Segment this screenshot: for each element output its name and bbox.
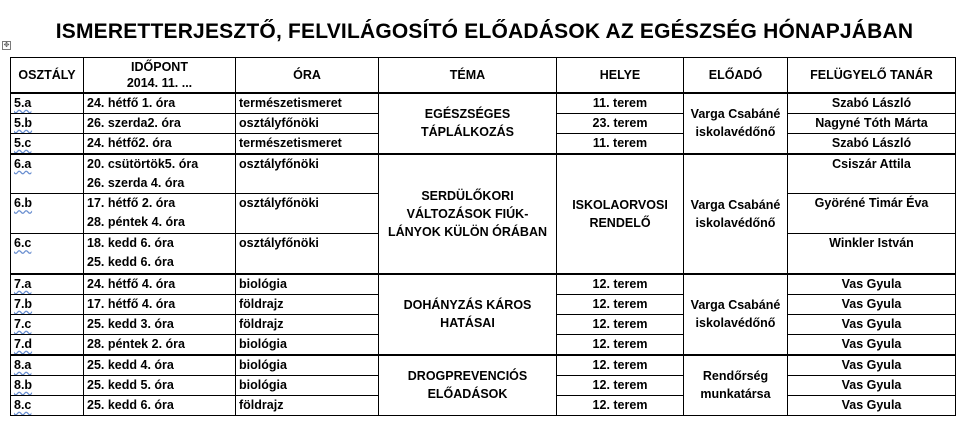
header-idopont-label: IDŐPONT (131, 59, 188, 74)
idopont-cell: 25. kedd 5. óra (84, 375, 236, 395)
ora-cell: osztályfőnöki (236, 234, 379, 274)
eloado-cell: Varga Csabáné iskolavédőnő (684, 274, 788, 355)
helye-cell: 23. terem (557, 113, 684, 133)
header-idopont (84, 58, 236, 93)
idopont-cell: 24. hétfő 1. óra (84, 93, 236, 114)
osztaly-cell: 8.c (11, 395, 84, 415)
ora-cell: osztályfőnöki (236, 113, 379, 133)
helye-cell: 11. terem (557, 133, 684, 154)
tanar-cell: Szabó László (788, 133, 956, 154)
tanar-cell: Vas Gyula (788, 375, 956, 395)
tanar-cell: Vas Gyula (788, 334, 956, 355)
osztaly-cell: 7.d (11, 334, 84, 355)
osztaly-cell: 6.c (11, 234, 84, 274)
idopont-cell: 25. kedd 6. óra (84, 395, 236, 415)
header-helye: HELYE (557, 58, 684, 93)
helye-cell: 12. terem (557, 294, 684, 314)
tanar-cell: Vas Gyula (788, 395, 956, 415)
idopont-cell: 28. péntek 2. óra (84, 334, 236, 355)
tanar-cell: Winkler István (788, 234, 956, 274)
tanar-cell: Vas Gyula (788, 294, 956, 314)
table-row (11, 274, 956, 295)
table-row (11, 154, 956, 194)
ora-cell: biológia (236, 355, 379, 376)
idopont-cell: 20. csütörtök5. óra 26. szerda 4. óra (84, 154, 236, 194)
tanar-cell: Nagyné Tóth Márta (788, 113, 956, 133)
helye-cell: 12. terem (557, 375, 684, 395)
helye-cell: 12. terem (557, 395, 684, 415)
tema-cell: EGÉSZSÉGES TÁPLÁLKOZÁS (379, 93, 557, 154)
helye-cell: 12. terem (557, 274, 684, 295)
ora-cell: biológia (236, 334, 379, 355)
eloado-cell: Varga Csabáné iskolavédőnő (684, 93, 788, 154)
ora-cell: biológia (236, 375, 379, 395)
tema-cell: DOHÁNYZÁS KÁROS HATÁSAI (379, 274, 557, 355)
idopont-cell: 25. kedd 4. óra (84, 355, 236, 376)
idopont-cell: 17. hétfő 2. óra 28. péntek 4. óra (84, 194, 236, 234)
idopont-cell: 26. szerda2. óra (84, 113, 236, 133)
helye-cell: 12. terem (557, 314, 684, 334)
tanar-cell: Vas Gyula (788, 274, 956, 295)
ora-cell: biológia (236, 274, 379, 295)
tanar-cell: Csiszár Attila (788, 154, 956, 194)
header-ora: ÓRA (236, 58, 379, 93)
ora-cell: természetismeret (236, 133, 379, 154)
schedule-table (10, 57, 956, 416)
osztaly-cell: 5.c (11, 133, 84, 154)
tema-cell: DROGPREVENCIÓS ELŐADÁSOK (379, 355, 557, 416)
table-row (11, 355, 956, 376)
idopont-cell: 17. hétfő 4. óra (84, 294, 236, 314)
osztaly-cell: 5.b (11, 113, 84, 133)
header-row (11, 58, 956, 93)
helye-cell: 12. terem (557, 355, 684, 376)
osztaly-cell: 8.a (11, 355, 84, 376)
ora-cell: földrajz (236, 294, 379, 314)
osztaly-cell: 7.b (11, 294, 84, 314)
tanar-cell: Szabó László (788, 93, 956, 114)
header-idopont-date: 2014. 11. ... (126, 75, 193, 90)
ora-cell: osztályfőnöki (236, 194, 379, 234)
osztaly-cell: 7.c (11, 314, 84, 334)
ora-cell: természetismeret (236, 93, 379, 114)
header-tema: TÉMA (379, 58, 557, 93)
osztaly-cell: 6.a (11, 154, 84, 194)
idopont-cell: 24. hétfő 4. óra (84, 274, 236, 295)
osztaly-cell: 8.b (11, 375, 84, 395)
document-title: ISMERETTERJESZTŐ, FELVILÁGOSÍTÓ ELŐADÁSOK AZ EGÉSZSÉG HÓNAPJÁBAN (55, 20, 914, 43)
header-felugyelo: FELÜGYELŐ TANÁR (788, 58, 956, 93)
eloado-cell: Rendőrség munkatársa (684, 355, 788, 416)
table-row (11, 93, 956, 114)
ora-cell: földrajz (236, 395, 379, 415)
osztaly-cell: 6.b (11, 194, 84, 234)
helye-cell: ISKOLAORVOSI RENDELŐ (557, 154, 684, 274)
idopont-cell: 25. kedd 3. óra (84, 314, 236, 334)
helye-cell: 11. terem (557, 93, 684, 114)
idopont-cell: 18. kedd 6. óra 25. kedd 6. óra (84, 234, 236, 274)
ora-cell: osztályfőnöki (236, 154, 379, 194)
tema-cell: SERDÜLŐKORI VÁLTOZÁSOK FIÚK-LÁNYOK KÜLÖN ÓRÁBAN (379, 154, 557, 274)
helye-cell: 12. terem (557, 334, 684, 355)
header-eloado: ELŐADÓ (684, 58, 788, 93)
move-anchor-icon[interactable]: ✥ (3, 42, 10, 49)
osztaly-cell: 5.a (11, 93, 84, 114)
tanar-cell: Vas Gyula (788, 314, 956, 334)
tanar-cell: Vas Gyula (788, 355, 956, 376)
idopont-cell: 24. hétfő2. óra (84, 133, 236, 154)
ora-cell: földrajz (236, 314, 379, 334)
osztaly-cell: 7.a (11, 274, 84, 295)
tanar-cell: Györéné Timár Éva (788, 194, 956, 234)
eloado-cell: Varga Csabáné iskolavédőnő (684, 154, 788, 274)
header-osztaly: OSZTÁLY (11, 58, 84, 93)
